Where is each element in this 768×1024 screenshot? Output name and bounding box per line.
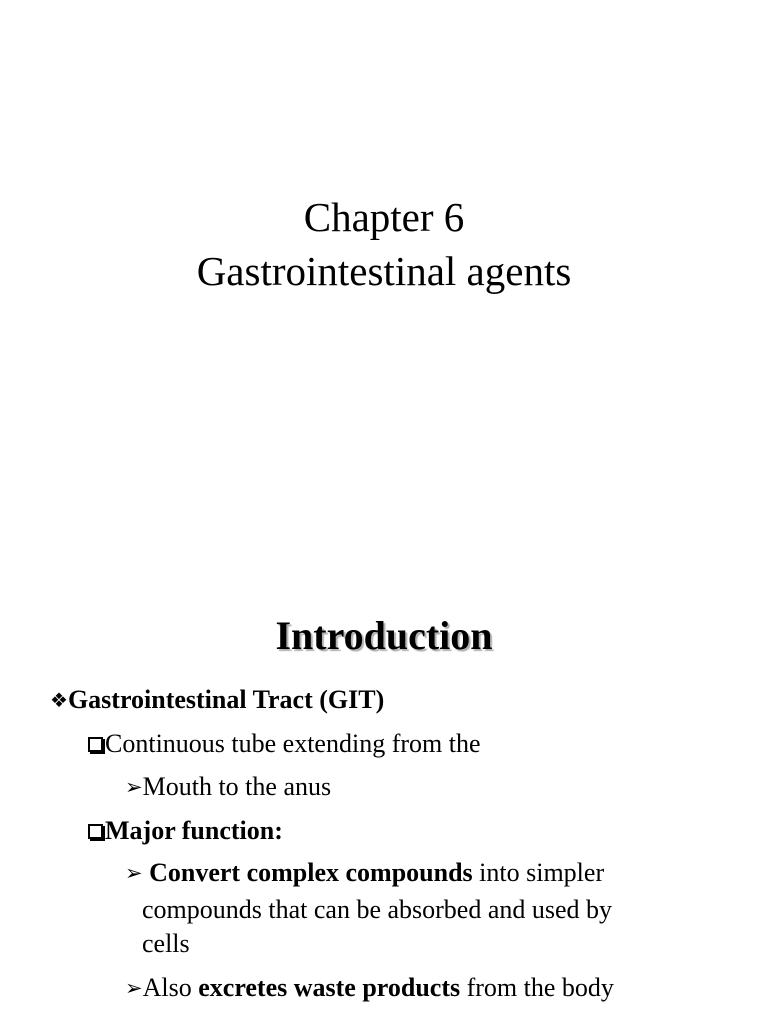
bullet-convert-bold: Convert complex compounds [149, 858, 473, 887]
chapter-subject: Gastrointestinal agents [196, 248, 572, 294]
bullet-convert-rest: into simpler [472, 858, 605, 887]
arrow-bullet-icon: ➢ [125, 976, 143, 1000]
bullet-excretes-bold: excretes waste products [198, 973, 461, 1002]
bullet-git-text: Gastrointestinal Tract (GIT) [67, 685, 385, 714]
bullet-continuous-tube [88, 727, 481, 761]
introduction-heading: Introduction [275, 613, 493, 658]
bullet-excretes-rest: from the body [460, 973, 614, 1002]
checkbox-bullet-icon [88, 737, 103, 752]
chapter-title [0, 190, 768, 298]
bullet-excretes [125, 971, 614, 1005]
arrow-bullet-icon: ➢ [125, 775, 143, 799]
bullet-convert-line2: compounds that can be absorbed and used by [142, 895, 613, 924]
bullet-major-function-text: Major function: [105, 816, 283, 845]
bullet-excretes-pre: Also [142, 973, 199, 1002]
bullet-convert [125, 856, 604, 890]
arrow-bullet-icon: ➢ [125, 861, 143, 885]
checkbox-bullet-icon [88, 824, 103, 839]
bullet-major-function [88, 814, 283, 848]
introduction-slide [0, 576, 768, 1024]
chapter-number: Chapter 6 [303, 194, 465, 240]
bullet-continuous-tube-text: Continuous tube extending from the [105, 729, 481, 758]
bullet-mouth-anus-text: Mouth to the anus [142, 772, 332, 801]
bullet-git [50, 683, 384, 717]
bullet-mouth-anus [125, 770, 331, 804]
bullet-convert-line3: cells [142, 929, 190, 958]
diamond-bullet-icon: ❖ [50, 688, 68, 712]
